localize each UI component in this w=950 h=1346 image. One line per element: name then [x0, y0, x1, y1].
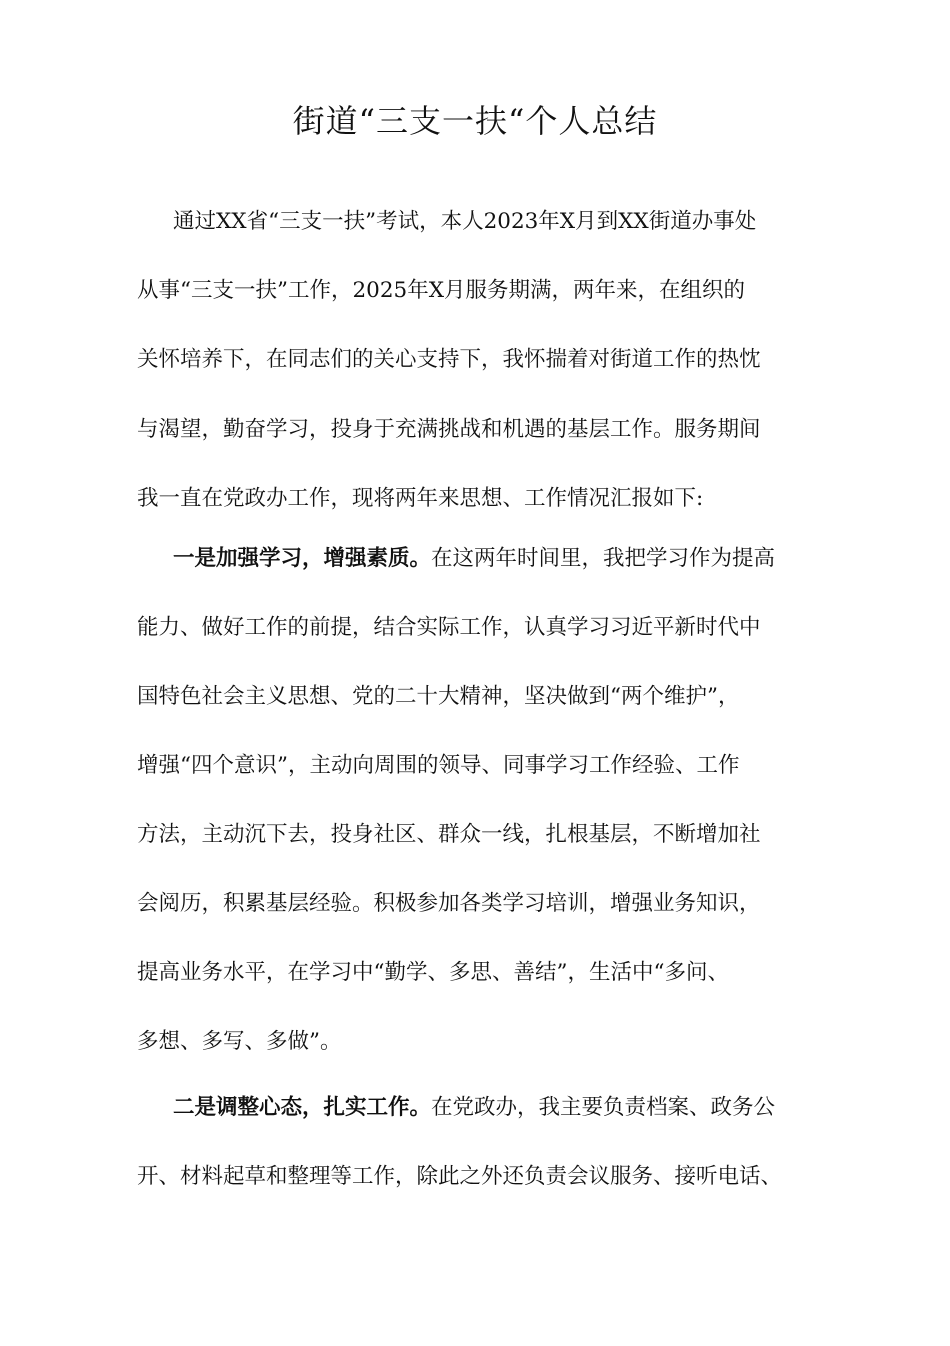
line-text: 会阅历，积累基层经验。积极参加各类学习培训，增强业务知识，: [137, 891, 761, 916]
paragraph-line: [137, 958, 827, 988]
paragraph-line: [137, 682, 827, 712]
section-heading: 二是调整心态，扎实工作。: [173, 1095, 432, 1120]
line-text: 国特色社会主义思想、党的二十大精神，坚决做到“两个维护”，: [137, 684, 740, 709]
section-heading: 一是加强学习，增强素质。: [173, 546, 432, 571]
line-text: 方法，主动沉下去，投身社区、群众一线，扎根基层，不断增加社: [137, 822, 761, 847]
line-text: 能力、做好工作的前提，结合实际工作，认真学习习近平新时代中: [137, 615, 761, 640]
paragraph-line: [137, 207, 863, 237]
line-text: 通过XX省“三支一扶”考试，本人2023年X月到XX街道办事处: [173, 209, 757, 234]
paragraph-line: [137, 345, 827, 375]
line-text: 我一直在党政办工作，现将两年来思想、工作情况汇报如下:: [137, 486, 704, 511]
line-text: 关怀培养下，在同志们的关心支持下，我怀揣着对街道工作的热忱: [137, 347, 761, 372]
paragraph-line: [137, 889, 827, 919]
line-text: 提高业务水平，在学习中“勤学、多思、善结”，生活中“多问、: [137, 960, 729, 985]
line-text: 开、材料起草和整理等工作，除此之外还负责会议服务、接听电话、: [137, 1164, 783, 1189]
paragraph-line: [137, 544, 863, 574]
paragraph-line: [137, 820, 827, 850]
line-text: 多想、多写、多做”。: [137, 1029, 342, 1054]
line-text: 在党政办，我主要负责档案、政务公: [431, 1095, 776, 1120]
line-text: 与渴望，勤奋学习，投身于充满挑战和机遇的基层工作。服务期间: [137, 417, 761, 442]
paragraph-line: [137, 613, 827, 643]
paragraph-line: [137, 1162, 827, 1192]
paragraph-line: [137, 484, 827, 514]
document-title: 街道“三支一扶“个人总结: [292, 102, 658, 140]
paragraph-line: [137, 751, 827, 781]
paragraph-line: [137, 1027, 827, 1057]
line-text: 增强“四个意识”，主动向周围的领导、同事学习工作经验、工作: [137, 753, 740, 778]
paragraph-line: [137, 276, 827, 306]
paragraph-line: [137, 415, 827, 445]
line-text: 从事“三支一扶”工作，2025年X月服务期满，两年来，在组织的: [137, 278, 746, 303]
paragraph-line: [137, 1093, 863, 1123]
line-text: 在这两年时间里，我把学习作为提高: [431, 546, 776, 571]
